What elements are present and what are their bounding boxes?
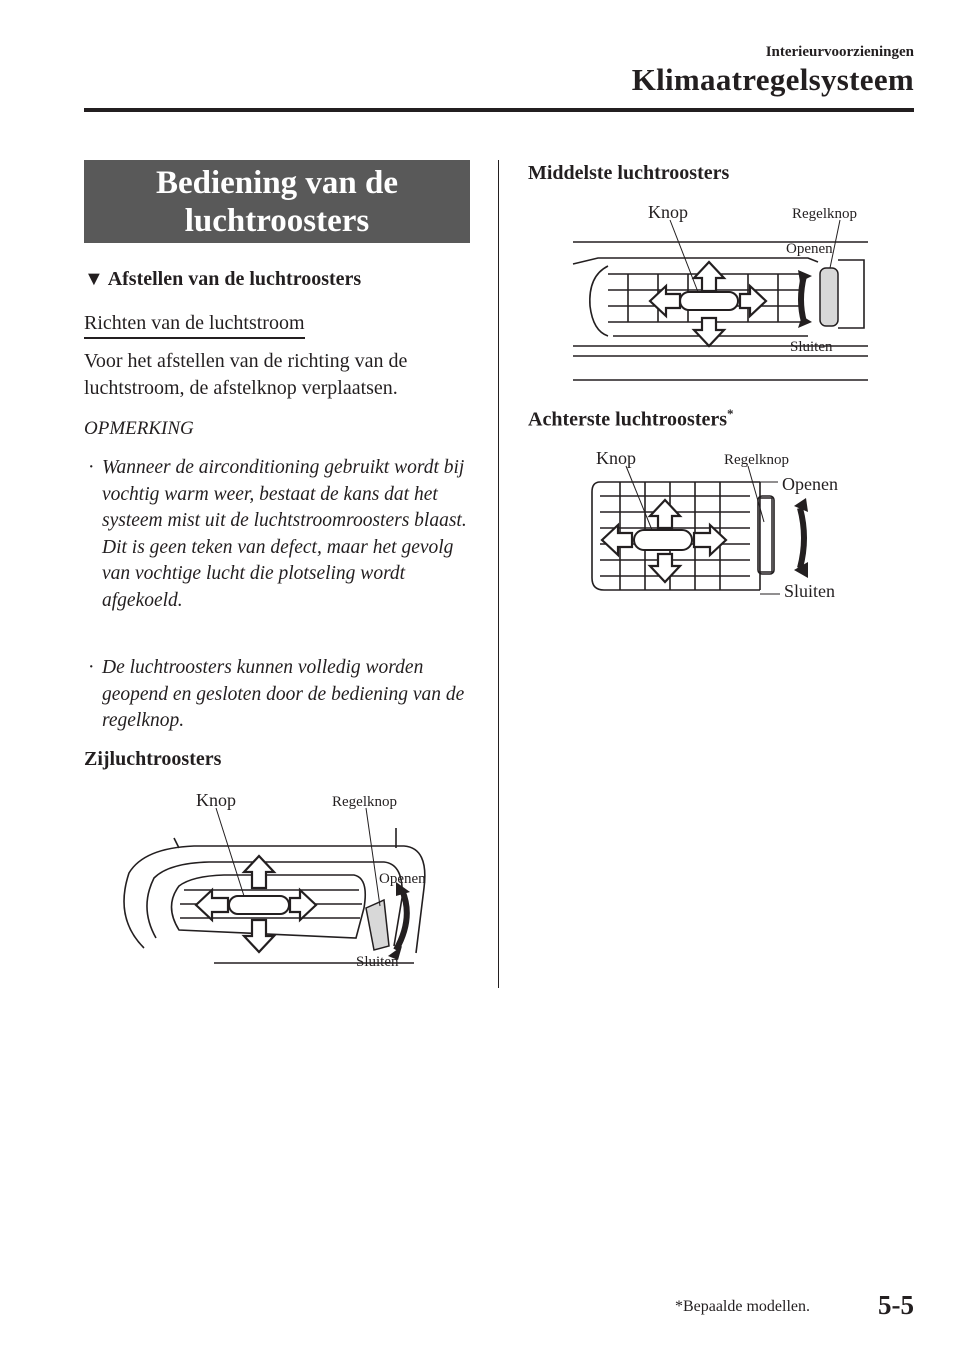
side-regelknop-label: Regelknop <box>332 794 397 810</box>
regelknop-wheel <box>820 268 838 326</box>
open-close-arrow-icon <box>801 276 804 322</box>
rear-vents-figure <box>590 442 850 602</box>
footnote: *Bepaalde modellen. <box>674 1298 810 1315</box>
bullet-dot-icon: · <box>88 457 95 478</box>
side-knop-label: Knop <box>196 790 236 810</box>
center-knop-label: Knop <box>648 202 688 222</box>
center-sluiten-label: Sluiten <box>790 339 833 355</box>
subsection-heading <box>84 268 361 291</box>
center-regelknop-label: Regelknop <box>792 206 857 222</box>
note-bullet-text: De luchtroosters kunnen volledig worden geopend en gesloten door de bediening van de regelknop. <box>102 657 465 731</box>
section-title-line2: luchtroosters <box>184 203 370 239</box>
side-vents-figure <box>84 778 474 978</box>
rear-knop-label: Knop <box>596 448 636 468</box>
footnote-asterisk: * <box>727 406 734 421</box>
header-title: Klimaatregelsysteem <box>631 62 914 97</box>
knop-slider <box>634 530 692 550</box>
header-subtitle: Interieurvoorzieningen <box>765 44 914 60</box>
rear-regelknop-label: Regelknop <box>724 452 789 468</box>
note-bullet <box>84 455 470 645</box>
side-vents-caption: Zijluchtroosters <box>84 748 222 770</box>
header-rule <box>84 108 914 112</box>
subsection-title: Afstellen van de luchtroosters <box>107 268 362 290</box>
side-sluiten-label: Sluiten <box>356 954 399 970</box>
bullet-dot-icon: · <box>88 657 95 678</box>
side-openen-label: Openen <box>379 871 426 887</box>
topic-paragraph: Voor het afstellen van de richting van de luchtstroom, de afstelknop verplaatsen. <box>84 350 408 399</box>
center-vents-figure <box>568 196 873 386</box>
rear-vents-caption <box>528 406 734 432</box>
section-title-line1: Bediening van de <box>155 165 399 201</box>
regelknop-wheel <box>366 900 389 950</box>
section-title-box <box>84 160 470 243</box>
page-number: 5-5 <box>878 1290 914 1320</box>
rear-sluiten-label: Sluiten <box>784 581 836 601</box>
center-openen-label: Openen <box>786 241 833 257</box>
triangle-marker-icon: ▼ <box>84 268 104 290</box>
topic-heading: Richten van de luchtstroom <box>84 312 305 339</box>
note-bullet <box>84 655 470 735</box>
rear-vents-caption-text: Achterste luchtroosters <box>528 408 728 431</box>
open-close-arrow-icon <box>800 508 804 568</box>
note-bullet-text: Wanneer de airconditioning gebruikt wordt bij vochtig warm weer, bestaat de kans dat het systeem mist uit de luchtstroomroosters blaast. Dit is geen teken van defect, maar het gevolg van vochtige lucht die plotseling wordt afgekoeld. <box>102 457 467 611</box>
note-heading: OPMERKING <box>84 418 194 439</box>
center-vents-caption: Middelste luchtroosters <box>528 162 730 184</box>
rear-openen-label: Openen <box>782 474 838 494</box>
knop-slider <box>229 896 289 914</box>
column-divider <box>498 160 499 988</box>
knop-slider <box>680 292 738 310</box>
